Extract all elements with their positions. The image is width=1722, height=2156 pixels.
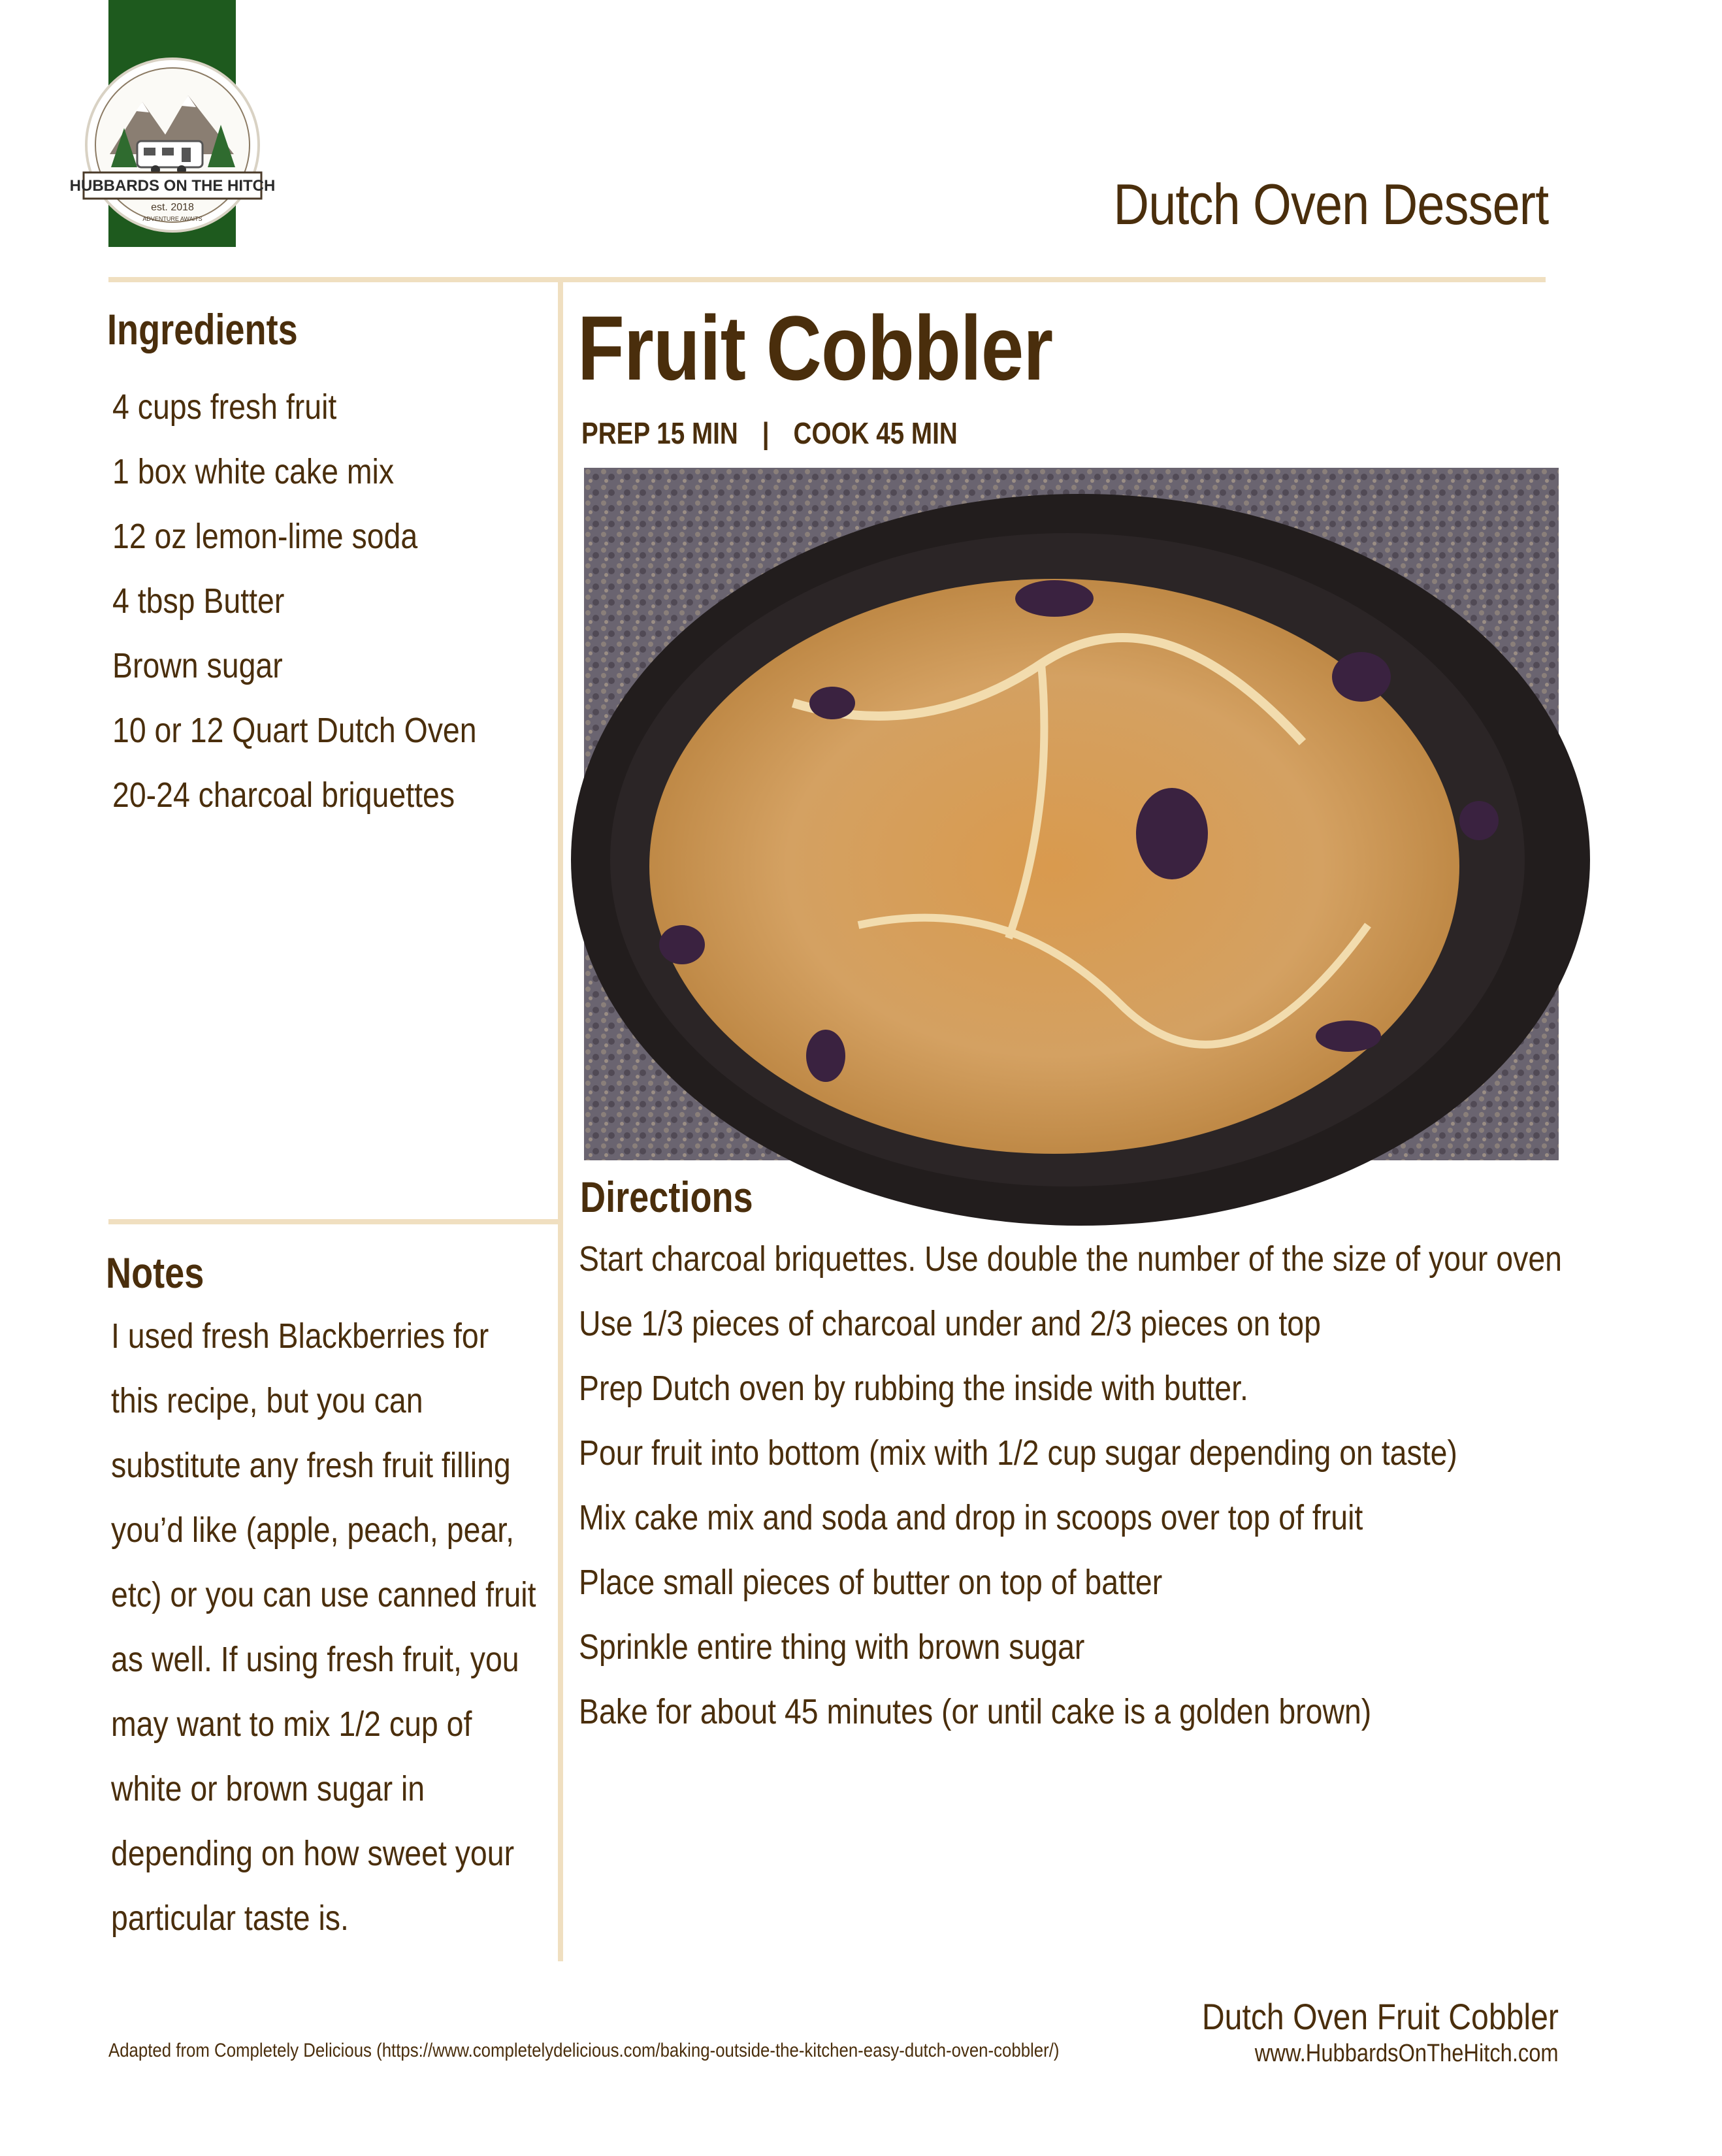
- ingredients-list: [112, 384, 536, 837]
- directions-list: [579, 1236, 1722, 1754]
- top-divider: [108, 277, 1546, 282]
- hubbards-logo: [69, 56, 276, 234]
- notes-line: I used fresh Blackberries for: [111, 1316, 489, 1356]
- cobbler-photo: [584, 468, 1559, 1160]
- direction-step: Mix cake mix and soda and drop in scoops over top of fruit: [579, 1498, 1363, 1537]
- direction-step: Bake for about 45 minutes (or until cake is a golden brown): [579, 1692, 1372, 1731]
- recipe-category: Dutch Oven Dessert: [1113, 172, 1548, 237]
- direction-step: Use 1/3 pieces of charcoal under and 2/3 pieces on top: [579, 1304, 1321, 1343]
- directions-heading: Directions: [580, 1173, 753, 1221]
- attribution-text: Adapted from Completely Delicious (https://www.completelydelicious.com/baking-outside-the-kitchen-easy-dutch-oven-cobbler/): [108, 2040, 1060, 2061]
- ingredient-item: Brown sugar: [112, 646, 283, 685]
- ingredient-item: 20-24 charcoal briquettes: [112, 776, 455, 815]
- notes-line: as well. If using fresh fruit, you: [111, 1640, 519, 1679]
- time-separator: |: [762, 416, 770, 450]
- recipe-title: Fruit Cobbler: [577, 297, 1053, 399]
- svg-text:ADVENTURE AWAITS: ADVENTURE AWAITS: [142, 216, 203, 222]
- notes-line: white or brown sugar in: [111, 1769, 425, 1808]
- notes-divider: [108, 1219, 558, 1224]
- direction-step: Place small pieces of butter on top of batter: [579, 1563, 1163, 1602]
- notes-line: substitute any fresh fruit filling: [111, 1446, 511, 1485]
- recipe-times: [581, 416, 958, 451]
- prep-time: PREP 15 MIN: [581, 416, 738, 450]
- notes-line: this recipe, but you can: [111, 1381, 423, 1420]
- notes-line: depending on how sweet your: [111, 1834, 515, 1873]
- footer-url: www.HubbardsOnTheHitch.com: [1255, 2040, 1559, 2067]
- direction-step: Pour fruit into bottom (mix with 1/2 cup sugar depending on taste): [579, 1433, 1457, 1473]
- svg-text:HUBBARDS ON THE HITCH: HUBBARDS ON THE HITCH: [69, 177, 276, 195]
- ingredient-item: 12 oz lemon-lime soda: [112, 517, 418, 556]
- notes-line: may want to mix 1/2 cup of: [111, 1705, 472, 1744]
- notes-body: [111, 1313, 562, 1960]
- footer-title: Dutch Oven Fruit Cobbler: [1201, 1996, 1559, 2037]
- ingredient-item: 1 box white cake mix: [112, 452, 395, 491]
- ingredient-item: 4 cups fresh fruit: [112, 387, 337, 427]
- ingredient-item: 4 tbsp Butter: [112, 581, 285, 621]
- notes-line: you’d like (apple, peach, pear,: [111, 1511, 515, 1550]
- direction-step: Sprinkle entire thing with brown sugar: [579, 1627, 1085, 1667]
- cook-time: COOK 45 MIN: [793, 416, 958, 450]
- direction-step: Prep Dutch oven by rubbing the inside with butter.: [579, 1369, 1248, 1408]
- direction-step: Start charcoal briquettes. Use double the number of the size of your oven: [579, 1239, 1562, 1279]
- notes-line: etc) or you can use canned fruit: [111, 1575, 536, 1614]
- ingredients-heading: Ingredients: [107, 305, 298, 353]
- notes-heading: Notes: [106, 1249, 204, 1297]
- notes-line: particular taste is.: [111, 1899, 349, 1938]
- ingredient-item: 10 or 12 Quart Dutch Oven: [112, 711, 477, 750]
- svg-text:est. 2018: est. 2018: [151, 202, 194, 213]
